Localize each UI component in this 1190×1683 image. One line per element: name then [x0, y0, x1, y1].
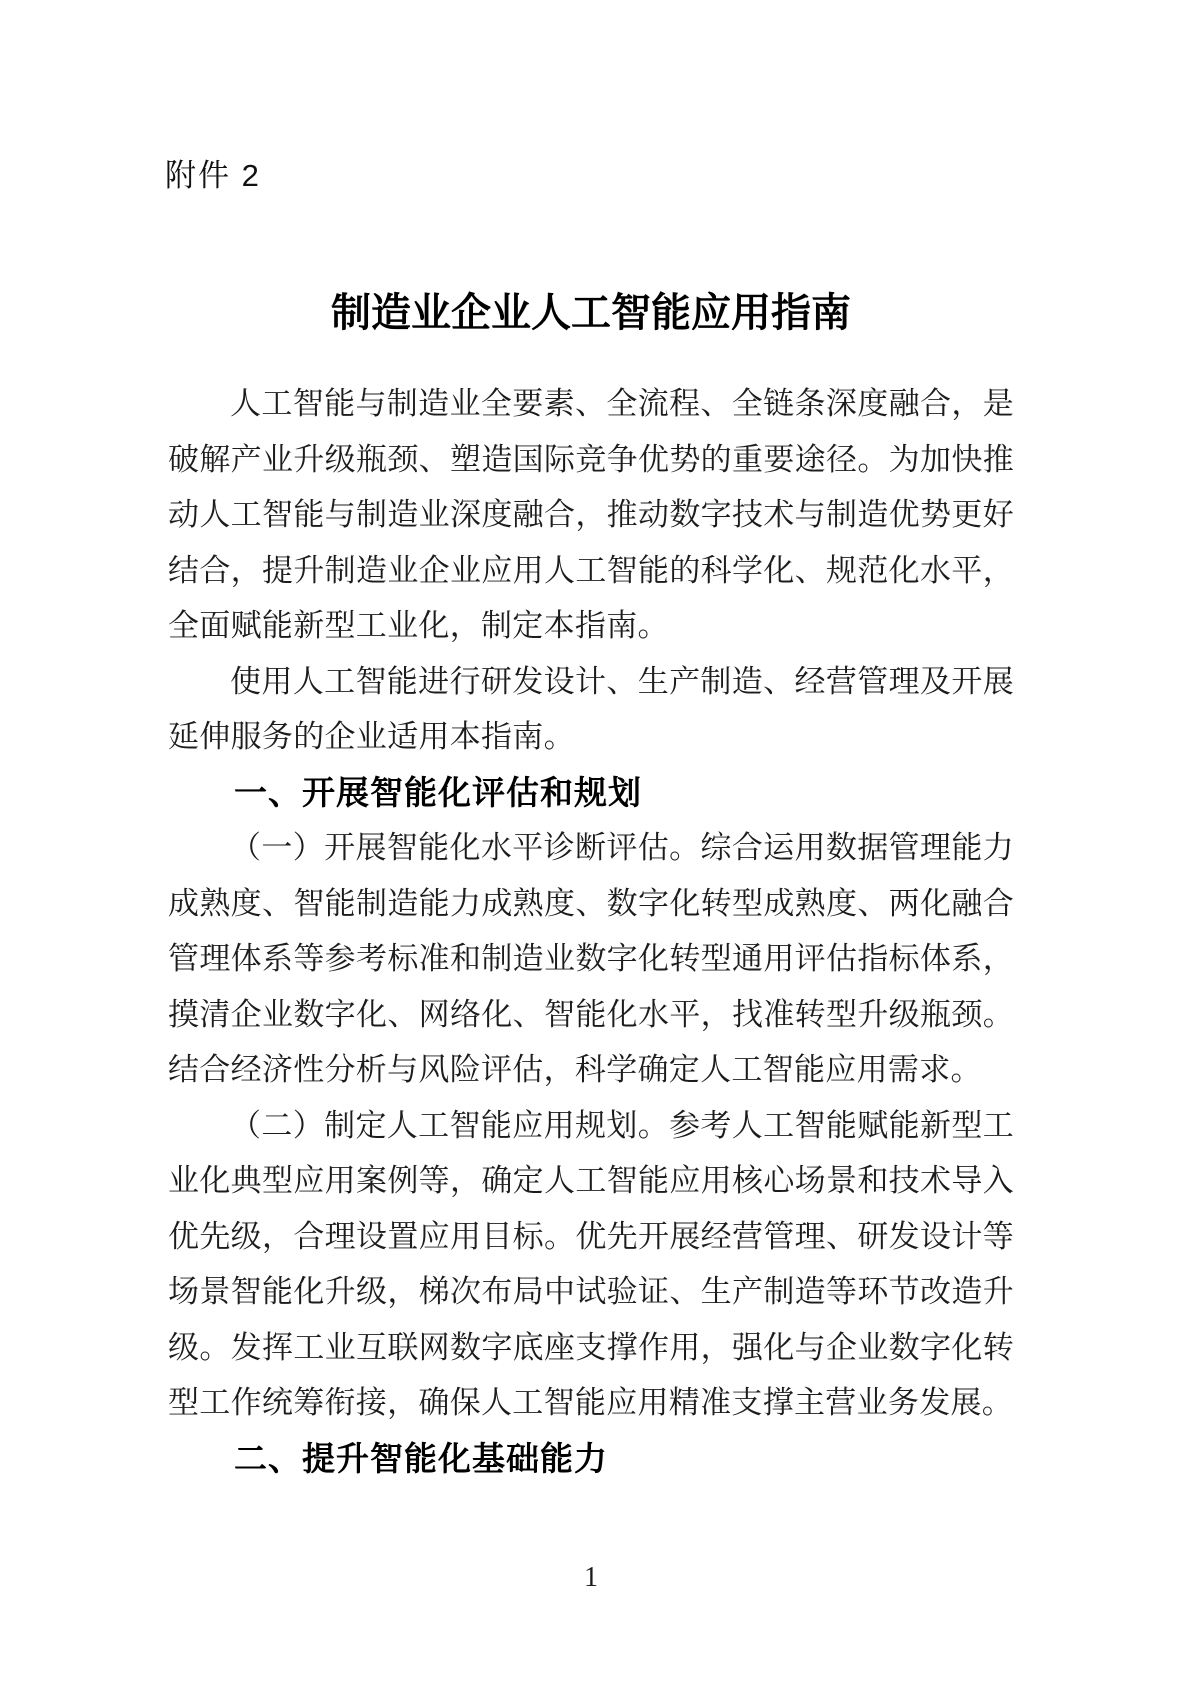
- document-title: 制造业企业人工智能应用指南: [331, 289, 851, 335]
- body-paragraph-item-2: （二）制定人工智能应用规划。参考人工智能赋能新型工业化典型应用案例等，确定人工智能应用核心场景和技术导入优先级，合理设置应用目标。优先开展经营管理、研发设计等场景智能化升级，梯次布局中试验证、生产制造等环节改造升级。发挥工业互联网数字底座支撑作用，强化与企业数字化转型工作统筹衔接，确保人工智能应用精准支撑主营业务发展。: [168, 1107, 1014, 1420]
- section-heading-1: 一、开展智能化评估和规划: [234, 773, 642, 811]
- section-heading-2: 二、提升智能化基础能力: [234, 1439, 608, 1477]
- body-paragraph-intro: 人工智能与制造业全要素、全流程、全链条深度融合，是破解产业升级瓶颈、塑造国际竞争优势的重要途径。为加快推动人工智能与制造业深度融合，推动数字技术与制造优势更好结合，提升制造业企业应用人工智能的科学化、规范化水平，全面赋能新型工业化，制定本指南。: [168, 386, 1014, 643]
- body-paragraph-scope: 使用人工智能进行研发设计、生产制造、经营管理及开展延伸服务的企业适用本指南。: [168, 663, 1014, 754]
- page-number: 1: [584, 1562, 598, 1593]
- document-body: [168, 376, 1014, 1486]
- attachment-label: 附件 2: [165, 158, 261, 193]
- body-paragraph-item-1: （一）开展智能化水平诊断评估。综合运用数据管理能力成熟度、智能制造能力成熟度、数字化转型成熟度、两化融合管理体系等参考标准和制造业数字化转型通用评估指标体系，摸清企业数字化、网络化、智能化水平，找准转型升级瓶颈。结合经济性分析与风险评估，科学确定人工智能应用需求。: [168, 830, 1014, 1087]
